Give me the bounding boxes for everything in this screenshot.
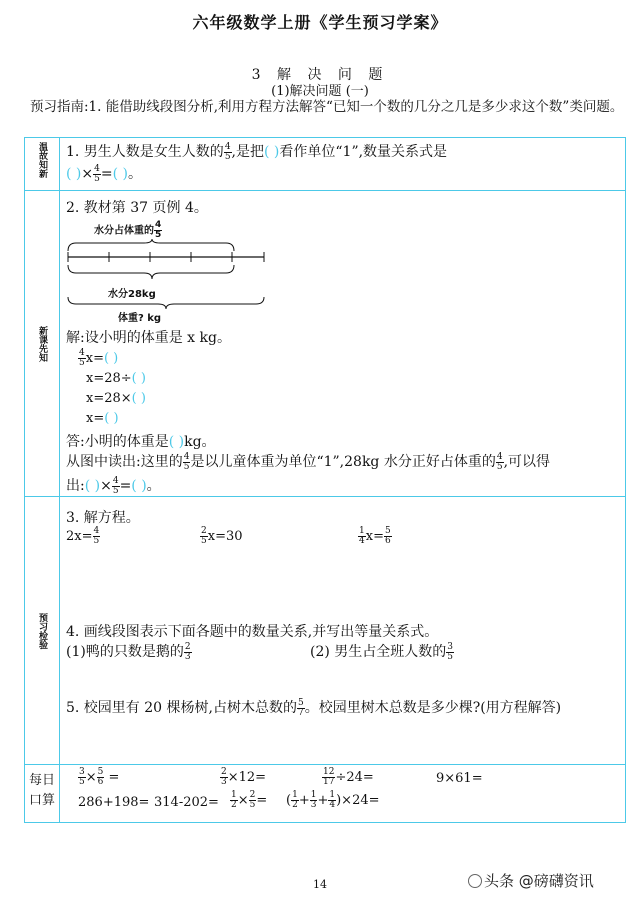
calc-3: ÷24= xyxy=(335,770,374,785)
times-sign: × xyxy=(81,166,94,182)
read-text-e: 。 xyxy=(146,478,161,494)
calc-6: 314-202= xyxy=(154,795,219,810)
equals-sign: = xyxy=(100,166,113,182)
label-cell-check xyxy=(25,497,60,765)
q1-text-a: 1. 男生人数是女生人数的 xyxy=(66,144,224,160)
blank-sol3[interactable]: ( ) xyxy=(131,371,146,386)
blank-sol5[interactable]: ( ) xyxy=(104,411,119,426)
line-segment-diagram xyxy=(66,239,266,299)
daily-cell: $\frac{3}{5}$ × $\frac{5}{6}$ = $\frac{2}{3}$ ×12= $\frac{12}{17}$ ÷24= 9×61= 286+198= 314-202= $\frac{1}{2}$ × $\frac{2}{5}$ = ( $\frac{1}{2}$ + $\frac{1}{3}$ + $\frac{1}{4}$ )×24= xyxy=(60,765,626,823)
period: 。 xyxy=(127,166,142,182)
fraction-two-thirds: $\frac{2}{3}$ xyxy=(184,641,191,662)
q4-text: 4. 画线段图表示下面各题中的数量关系,并写出等量关系式。 xyxy=(66,624,439,640)
fraction-five-sevenths: $\frac{5}{7}$ xyxy=(297,697,304,718)
read-text-d: 出: xyxy=(66,478,85,494)
calc-8: ×24= xyxy=(341,793,380,808)
fraction-four-fifths: $\frac{4}{5}$ xyxy=(79,348,85,368)
calc-7-op: × xyxy=(237,793,249,808)
diagram-weight-label: 体重? kg xyxy=(118,313,162,324)
fraction-one-fourth: $\frac{1}{4}$ xyxy=(329,790,336,810)
label-cell-daily xyxy=(25,765,60,823)
calc-5: 286+198= xyxy=(78,795,150,810)
water-brace xyxy=(68,265,234,279)
fraction-four-fifths: $\frac{4}{5}$ xyxy=(112,475,119,496)
fraction-two-thirds: $\frac{2}{3}$ xyxy=(221,767,227,787)
answer-text-a: 答:小明的体重是 xyxy=(66,434,169,450)
fraction-five-sixths: $\frac{5}{6}$ xyxy=(97,767,104,787)
fraction-five-sixths: $\frac{5}{6}$ xyxy=(384,526,391,546)
solution-line-2: x= xyxy=(85,351,104,366)
fraction-four-fifths: $\frac{4}{5}$ xyxy=(94,163,100,184)
equation-1: 2x= xyxy=(66,529,93,544)
study-guide: 预习指南:1. 能借助线段图分析,利用方程方法解答“已知一个数的几分之几是多少求这个数”类问题。 xyxy=(30,99,624,115)
q1-text-b: ,是把 xyxy=(231,144,264,160)
top-brace xyxy=(68,239,234,251)
fraction-four-fifths: $\frac{4}{5}$ xyxy=(496,451,503,472)
calc-1-eq: = xyxy=(104,770,120,785)
new-lesson-cell xyxy=(60,191,626,497)
daily-label: 每日口算 xyxy=(28,773,55,808)
q1-text-c: 看作单位“1”,数量关系式是 xyxy=(279,144,448,160)
fraction-two-fifths: $\frac{2}{5}$ xyxy=(201,526,207,546)
q1-blank-left[interactable]: ( ) xyxy=(66,166,82,182)
q4-item-1: (1)鸭的只数是鹅的 xyxy=(66,644,184,660)
fraction-four-fifths: $\frac{4}{5}$ xyxy=(155,220,162,240)
solution-line-1: 解:设小明的体重是 x kg。 xyxy=(66,330,231,346)
fraction-one-fourth: $\frac{1}{4}$ xyxy=(359,526,365,546)
fraction-three-fifths: $\frac{3}{5}$ xyxy=(79,767,85,787)
read-text-a: 从图中读出:这里的 xyxy=(66,454,183,470)
section-title: 3 解 决 问 题 xyxy=(251,67,389,83)
q5-text-a: 5. 校园里有 20 棵杨树,占树木总数的 xyxy=(66,700,297,716)
q1-blank-unit[interactable]: ( ) xyxy=(264,144,280,160)
label-cell-review xyxy=(25,138,60,191)
new-lesson-label: 新课先知 xyxy=(37,325,47,362)
calc-1-op: × xyxy=(85,770,97,785)
worksheet-table xyxy=(24,137,626,823)
watermark: 头条 @磅礴资讯 xyxy=(484,872,594,890)
q4-item-2: (2) 男生占全班人数的 xyxy=(310,644,447,660)
solution-line-5: x= xyxy=(86,411,105,426)
check-cell xyxy=(60,497,626,765)
read-text-b: 是以儿童体重为单位“1”,28kg 水分正好占体重的 xyxy=(190,454,496,470)
calc-4: 9×61= xyxy=(436,771,483,786)
calc-7-eq: = xyxy=(256,793,268,808)
label-cell-new xyxy=(25,191,60,497)
fraction-one-half: $\frac{1}{2}$ xyxy=(292,790,298,810)
review-label: 温故知新 xyxy=(37,142,47,178)
fraction-one-half: $\frac{1}{2}$ xyxy=(231,790,237,810)
fraction-four-fifths: $\frac{4}{5}$ xyxy=(224,141,231,162)
fraction-four-fifths: $\frac{4}{5}$ xyxy=(93,526,100,546)
times-sign: × xyxy=(100,478,112,494)
diagram-top-label: 水分占体重的 xyxy=(94,225,154,237)
fraction-twelve-seventeenths: $\frac{12}{17}$ xyxy=(323,767,335,787)
document-title: 六年级数学上册《学生预习学案》 xyxy=(192,13,448,32)
watermark-icon xyxy=(468,874,482,888)
fraction-two-fifths: $\frac{2}{5}$ xyxy=(249,790,256,810)
subsection-title: (1)解决问题 (一) xyxy=(271,84,369,99)
page-number: 14 xyxy=(313,878,327,891)
answer-text-b: kg。 xyxy=(184,434,216,450)
blank-sol4[interactable]: ( ) xyxy=(131,391,146,406)
q1-blank-right[interactable]: ( ) xyxy=(112,166,128,182)
equals-sign: = xyxy=(119,478,132,494)
read-text-c: ,可以得 xyxy=(503,454,551,470)
blank-sol2[interactable]: ( ) xyxy=(103,351,119,366)
q5-text-b: 。校园里树木总数是多少棵?(用方程解答) xyxy=(304,700,562,716)
fraction-one-third: $\frac{1}{3}$ xyxy=(310,790,317,810)
solution-line-3: x=28÷ xyxy=(86,371,132,386)
review-cell xyxy=(60,138,626,191)
equation-2: x=30 xyxy=(207,529,243,544)
calc-2: ×12= xyxy=(227,770,267,785)
fraction-three-fifths: $\frac{3}{5}$ xyxy=(447,641,454,662)
blank-answer[interactable]: ( ) xyxy=(168,434,185,450)
q2-text: 2. 教材第 37 页例 4。 xyxy=(66,200,208,216)
blank-read-right[interactable]: ( ) xyxy=(131,478,147,494)
diagram-water-label: 水分28kg xyxy=(108,289,156,300)
q3-text: 3. 解方程。 xyxy=(66,510,140,526)
fraction-four-fifths: $\frac{4}{5}$ xyxy=(183,451,190,472)
equation-3: x= xyxy=(365,529,384,544)
check-label: 预习检验 xyxy=(37,612,47,649)
blank-read-left[interactable]: ( ) xyxy=(84,478,101,494)
weight-brace-svg xyxy=(66,297,266,311)
solution-line-4: x=28× xyxy=(86,391,132,406)
weight-brace xyxy=(68,297,264,309)
